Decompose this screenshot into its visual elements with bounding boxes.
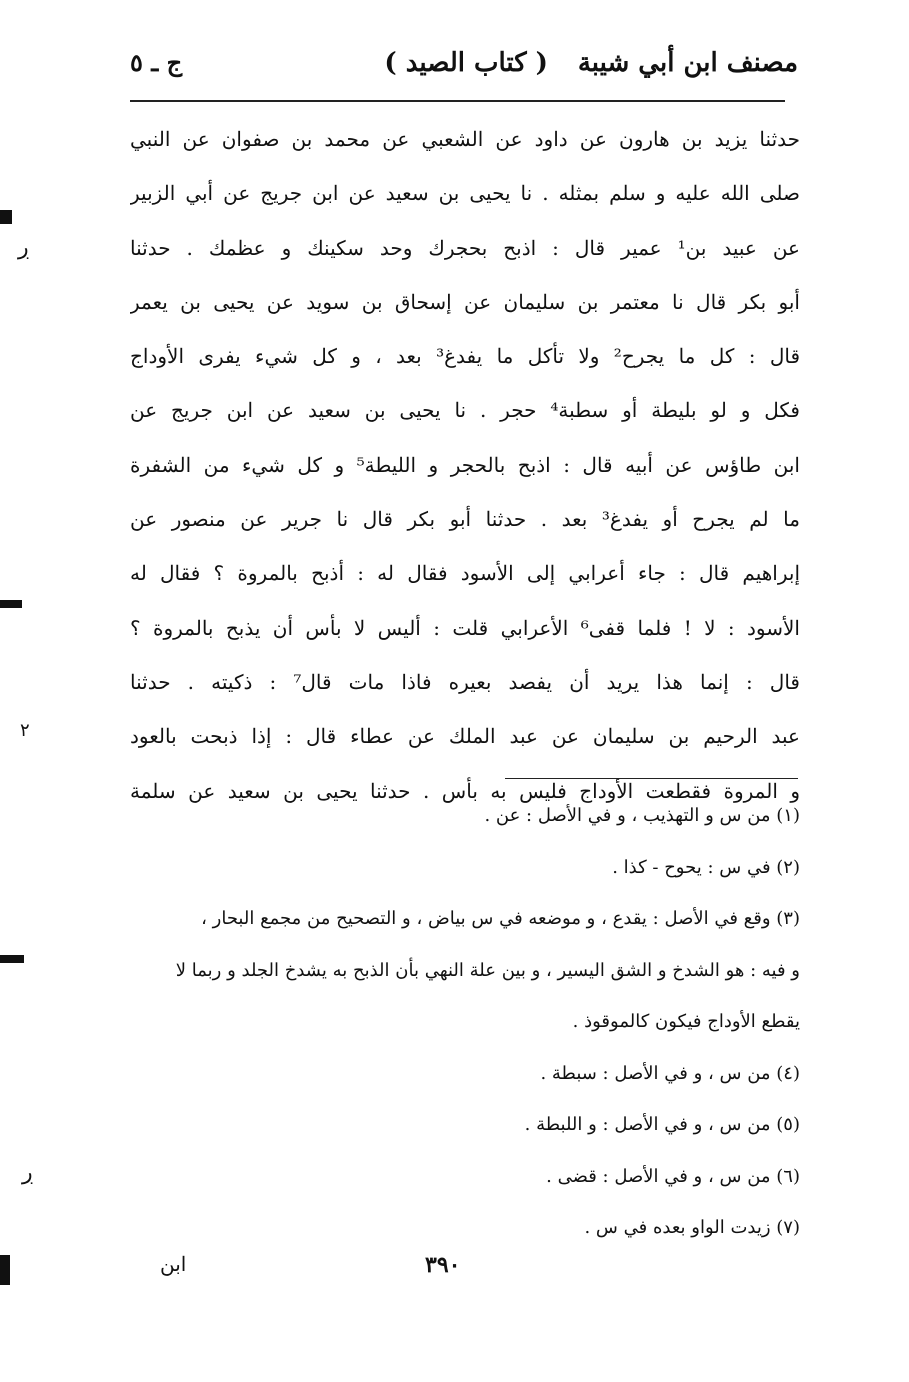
header-rule — [130, 100, 785, 102]
text-line: عن عبيد بن¹ عمير قال : اذبح بحجرك وحد سكينك و عظمك . حدثنا — [130, 235, 800, 260]
text-line: أبو بكر قال نا معتمر بن سليمان عن إسحاق بن سويد عن يحيى بن يعمر — [130, 289, 800, 314]
volume-label: ج ـ ٥ — [130, 48, 183, 77]
text-line: ما لم يجرح أو يفدغ³ بعد . حدثنا أبو بكر قال نا جرير عن منصور عن — [130, 507, 800, 532]
scan-edge-mark — [0, 210, 12, 224]
main-text — [130, 112, 800, 818]
running-header — [130, 48, 798, 92]
footnote-line: (٤) من س ، و في الأصل : سبطة . — [540, 1062, 800, 1084]
footnotes — [110, 790, 800, 1254]
catchword: ابن — [160, 1252, 187, 1276]
footnote-line: (١) من س و التهذيب ، و في الأصل : عن . — [484, 805, 800, 826]
footnote-line: (٦) من س ، و في الأصل : قضى . — [546, 1165, 800, 1187]
footnote-line: (٧) زيدت الواو بعده في س . — [584, 1217, 800, 1238]
footnote-line: و فيه : هو الشدخ و الشق اليسير ، و بين علة النهي بأن الذبح به يشدخ الجلد و ربما لا — [175, 959, 800, 981]
footnote-line: (٣) وقع في الأصل : يقدع ، و موضعه في س بياض ، و التصحيح من مجمع البحار ، — [201, 908, 800, 929]
text-line: صلى الله عليه و سلم بمثله . نا يحيى بن سعيد عن ابن جريج عن أبي الزبير — [130, 181, 800, 206]
footnote-line: (٢) في س : يحوح - كذا . — [612, 856, 800, 878]
scan-edge-mark — [0, 1255, 10, 1285]
text-line: عبد الرحيم بن سليمان عن عبد الملك عن عطاء قال : إذا ذبحت بالعود — [130, 724, 800, 749]
text-line: و المروة فقطعت الأوداج فليس به بأس . حدثنا يحيى بن سعيد عن سلمة — [130, 778, 800, 803]
margin-mark: ڔ — [22, 1160, 34, 1185]
page-footer — [130, 1252, 798, 1292]
book-title: مصنف ابن أبي شيبة — [577, 48, 798, 78]
chapter-title: ( كتاب الصيد ) — [384, 48, 548, 78]
page-number: ٣٩٠ — [425, 1252, 461, 1278]
footnote-line: يقطع الأوداج فيكون كالموقوذ . — [572, 1011, 800, 1032]
footnote-line: (٥) من س ، و في الأصل : و اللبطة . — [524, 1114, 800, 1135]
text-line: حدثنا يزيد بن هارون عن داود عن الشعبي عن محمد بن صفوان عن النبي — [130, 127, 800, 151]
text-line: إبراهيم قال : جاء أعرابي إلى الأسود فقال له : أذبح بالمروة ؟ فقال له — [130, 561, 800, 586]
margin-mark: ٢ — [20, 720, 30, 741]
scan-edge-mark — [0, 600, 22, 608]
text-line: الأسود : لا ! فلما قفى⁶ الأعرابي قلت : أليس لا بأس أن يذبح بالمروة ؟ — [130, 615, 800, 640]
text-line: قال : كل ما يجرح² ولا تأكل ما يفدغ³ بعد ، و كل شيء يفرى الأوداج — [130, 344, 800, 369]
text-line: فكل و لو بليطة أو سطبة⁴ حجر . نا يحيى بن سعيد عن ابن جريج عن — [130, 398, 800, 423]
margin-mark: ڔ — [18, 235, 30, 260]
text-line: ابن طاؤس عن أبيه قال : اذبح بالحجر و الليطة⁵ و كل شيء من الشفرة — [130, 452, 800, 477]
footnote-rule — [505, 778, 798, 779]
text-line: قال : إنما هذا يريد أن يفصد بعيره فاذا مات قال⁷ : ذكيته . حدثنا — [130, 669, 800, 694]
scan-edge-mark — [0, 955, 24, 963]
